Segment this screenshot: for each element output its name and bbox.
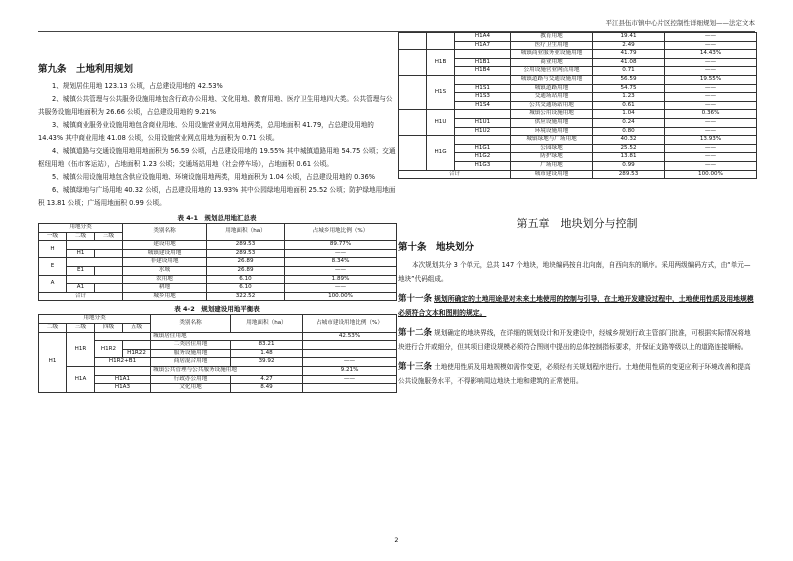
article-10-text: 本次规划共分 3 个单元，总共 147 个地块，地块编码按自北向南，自西向东的顺序。采用两级编码方式，由“单元—地块”代码组成。 — [398, 261, 751, 284]
table-row: H1G3 广场用地 0.99 —— — [399, 161, 757, 170]
table-row: H1A3 文化用地 8.49 — [39, 384, 397, 393]
paragraph-2: 2、城镇公共管理与公共服务设施用地包含行政办公用地、文化用地、教育用地、医疗卫生用地四大类。公共管理与公共服务设施用地面积为 26.66 公顷，占总建设用地的 9.21% — [38, 95, 393, 116]
table-row: H1A1 行政办公用地 4.27 —— — [39, 375, 397, 384]
header-code: 用地分类 — [39, 315, 151, 324]
paragraph-5: 5、城镇公用设施用地包含供应设施用地、环境设施用地两类，用地面积为 1.04 公顷，占总建设用地的 0.36% — [52, 173, 376, 181]
table-row: A 农用地 6.10 1.89% — [39, 275, 397, 284]
table-4-1 — [38, 223, 397, 301]
header-level-4: 四级 — [95, 323, 123, 332]
header-level-3: 三级 — [67, 323, 95, 332]
right-column — [398, 32, 756, 388]
article-11-label: 第十一条 — [398, 294, 433, 305]
article-13-label: 第十三条 — [398, 362, 433, 373]
table-4-1-caption: 表 4-1 规划总用地汇总表 — [177, 214, 257, 222]
header-ratio: 占城市建设用地比例（%） — [303, 315, 397, 332]
paragraph-1: 1、规划居住用地 123.13 公顷，占总建设用地的 42.53% — [52, 82, 223, 90]
page-number: 2 — [394, 536, 399, 544]
table-total-row: 合计 城乡用地 322.52 100.00% — [39, 292, 397, 301]
header-level-3: 三级 — [95, 232, 123, 241]
article-12 — [398, 326, 756, 354]
article-11-text: 规划所确定的土地用途是对未来土地使用的控制与引导，在土地开发建设过程中，土地使用性质及用地规模必须符合文本和图则的规定。 — [398, 295, 754, 318]
table-row: H1B4 公用设施营业网点用地 0.71 —— — [399, 67, 757, 76]
table-row: E1 水域 26.89 —— — [39, 266, 397, 275]
table-row: H1G 城镇绿地与广场用地 40.32 13.93% — [399, 136, 757, 145]
table-row: H1U2 环境设施用地 0.80 —— — [399, 127, 757, 136]
header-level-2: 二级 — [67, 232, 95, 241]
article-12-text: 规划确定的地块界线，在详细的规划设计和开发建设中，经城乡规划行政主管部门批准，可根据实际情况将地块进行合并或细分，但其项目建设规模必须符合图则中提出的总体控制指标要求，并保证支路等级以上的道路连接顺畅。 — [398, 329, 751, 352]
table-row: H1U 城镇公用设施用地 1.04 0.36% — [399, 110, 757, 119]
table-4-2 — [38, 314, 397, 392]
article-9-title: 第九条 土地利用规划 — [38, 64, 134, 75]
table-row: H1G2 防护绿地 13.81 —— — [399, 153, 757, 162]
article-13-text: 土地使用性质及用地规模如需作变更，必须经有关规划程序进行。土地使用性质的变更应利于环境改善和提高公共设施服务水平，不得影响周边地块土地和建筑的正常使用。 — [398, 363, 751, 386]
table-row: H1A7 医疗卫生用地 2.49 —— — [399, 41, 757, 50]
table-row: H1A4 教育用地 19.41 —— — [399, 33, 757, 42]
table-4-2-caption: 表 4-2 规划建设用地平衡表 — [174, 305, 260, 314]
document-title: 平江县伍市镇中心片区控制性详细规划——法定文本 — [605, 19, 755, 27]
table-row: H1G1 公园绿地 25.52 —— — [399, 144, 757, 153]
header-level-2: 二级 — [39, 323, 67, 332]
header-level-5: 五级 — [123, 323, 151, 332]
header-level-1: 一级 — [39, 232, 67, 241]
table-4-2-continued — [398, 32, 757, 179]
header-ratio: 占城乡用地比例（%） — [285, 224, 397, 241]
header-area: 用地面积（ha） — [207, 224, 285, 241]
left-column — [38, 32, 396, 393]
table-row: A1 耕地 6.10 —— — [39, 284, 397, 293]
table-row: H1R22 服务设施用地 1.48 — [39, 349, 397, 358]
table-row: H1R2 二类居住用地 83.21 — [39, 341, 397, 350]
table-row: H1 H1R 城镇居住用地 42.53% — [39, 332, 397, 341]
table-row: H1S3 交通场站用地 1.23 —— — [399, 93, 757, 102]
table-row: H1B1 商业用地 41.08 —— — [399, 58, 757, 67]
table-row: H1S 城镇道路与交通设施用地 56.59 19.55% — [399, 75, 757, 84]
page-header — [38, 0, 755, 32]
header-area: 用地面积（ha） — [231, 315, 303, 332]
article-13 — [398, 360, 756, 388]
paragraph-6: 6、城镇绿地与广场用地 40.32 公顷，占总建设用地的 13.93% 其中公园绿地用地面积 25.52 公顷；防护绿地用地面积 13.81 公顷；广场用地面积 0.99 公顷。 — [38, 186, 396, 207]
table-row: H1U1 供应设施用地 0.24 —— — [399, 118, 757, 127]
header-name: 类别名称 — [123, 224, 207, 241]
table-row: H1 城镇建设用地 289.53 —— — [39, 249, 397, 258]
table-row: H1B 城镇商业服务业设施用地 41.79 14.43% — [399, 50, 757, 59]
table-row: H1R2+B1 商居混合用地 39.92 —— — [39, 358, 397, 367]
article-10-title: 第十条 地块划分 — [398, 242, 475, 254]
table-row: H1S1 城镇道路用地 54.75 —— — [399, 84, 757, 93]
article-11 — [398, 292, 756, 320]
table-row: H1A 城镇公共管理与公共服务设施用地 9.21% — [39, 366, 397, 375]
article-12-label: 第十二条 — [398, 328, 433, 339]
table-row: H1S4 公共交通场站用地 0.61 —— — [399, 101, 757, 110]
table-total-row: 合计 城市建设用地 289.53 100.00% — [399, 170, 757, 179]
header-code: 用地分类 — [39, 224, 123, 233]
header-name: 类别名称 — [151, 315, 231, 332]
paragraph-4: 4、城镇道路与交通设施用地用地面积为 56.59 公顷，占总建设用地的 19.55% 其中城镇道路用地 54.75 公顷；交通枢纽用地（伍市客运站），占地面积 1.23 公顷；交通场站用地（社会停车场），占地面积 0.61 公顷。 — [38, 147, 396, 168]
paragraph-3: 3、城镇商业服务业设施用地包含商业用地、公用设施营业网点用地两类，总用地面积 41.79，占总建设用地的 14.43% 其中商业用地 41.08 公顷，公用设施营业网点用地为面积为 0.71 公顷。 — [38, 121, 374, 142]
table-row: H 建设用地 289.53 89.77% — [39, 241, 397, 250]
table-row: E 非建设用地 26.89 8.34% — [39, 258, 397, 267]
chapter-title: 第五章 地块划分与控制 — [516, 217, 638, 231]
